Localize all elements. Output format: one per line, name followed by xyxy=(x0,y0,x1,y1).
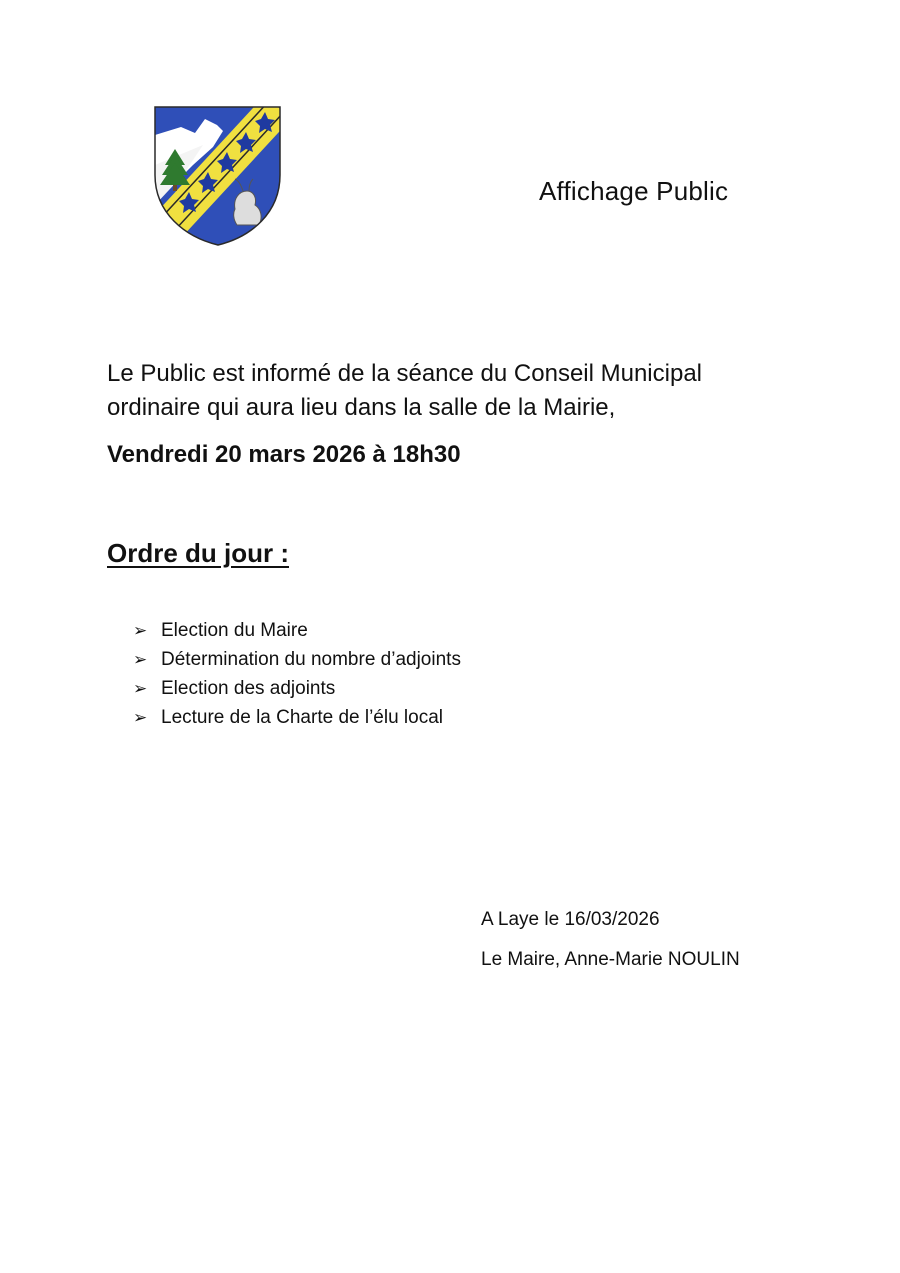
coat-of-arms-svg xyxy=(153,105,283,247)
meeting-date: Vendredi 20 mars 2026 à 18h30 xyxy=(107,441,461,468)
agenda-item xyxy=(133,616,461,645)
agenda-item-label: Détermination du nombre d’adjoints xyxy=(161,649,461,670)
agenda-title: Ordre du jour : xyxy=(107,538,289,568)
agenda-item-label: Lecture de la Charte de l’élu local xyxy=(161,707,444,728)
notice-intro: Le Public est informé de la séance du Conseil Municipal ordinaire qui aura lieu dans la salle de la Mairie, xyxy=(107,360,702,421)
agenda-list xyxy=(133,616,461,732)
arrow-bullet-icon: ➢ xyxy=(133,621,148,640)
page-title: Affichage Public xyxy=(539,176,729,206)
agenda-item-label: Election des adjoints xyxy=(161,678,336,699)
agenda-item xyxy=(133,674,461,703)
coat-of-arms-icon xyxy=(153,105,283,247)
signature-signatory: Le Maire, Anne-Marie NOULIN xyxy=(481,949,740,970)
agenda-item-label: Election du Maire xyxy=(161,620,308,641)
agenda-item xyxy=(133,645,461,674)
arrow-bullet-icon: ➢ xyxy=(133,708,148,727)
agenda-item xyxy=(133,703,461,732)
signature-place-date: A Laye le 16/03/2026 xyxy=(481,909,660,930)
arrow-bullet-icon: ➢ xyxy=(133,650,148,669)
signature-block xyxy=(481,906,740,986)
arrow-bullet-icon: ➢ xyxy=(133,679,148,698)
